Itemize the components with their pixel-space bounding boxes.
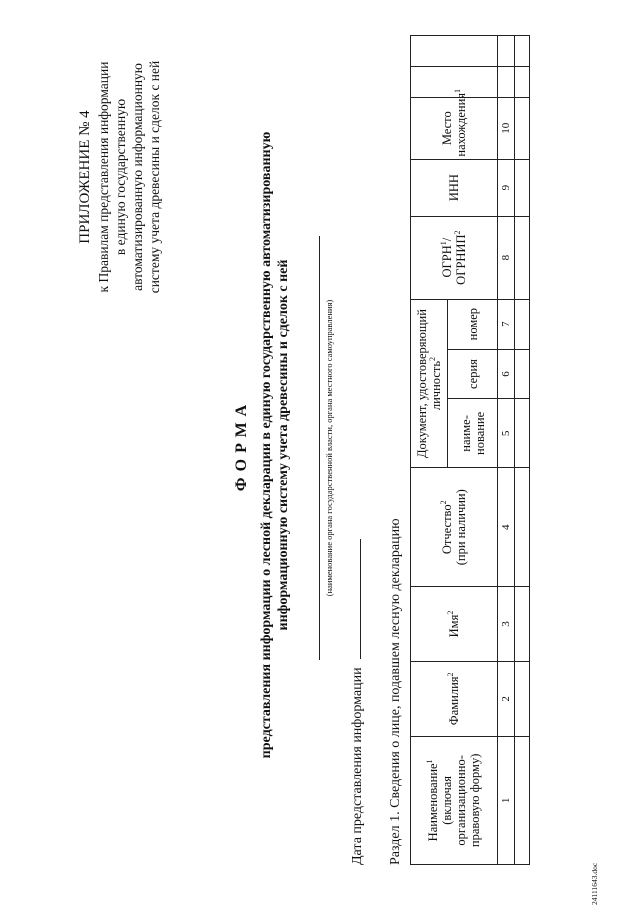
header-location: Место нахождения$^1$ <box>411 97 498 159</box>
appendix-line-4: систему учета древесины и сделок с ней <box>147 60 162 294</box>
appendix-block <box>75 27 163 327</box>
form-title: ФОРМА <box>233 398 250 492</box>
data-cell <box>515 97 530 159</box>
declarant-table <box>410 35 530 865</box>
data-cell <box>515 587 530 662</box>
form-heading <box>258 85 292 805</box>
document-code: 24111643.doc <box>590 862 599 905</box>
header-inn: ИНН <box>411 159 498 216</box>
org-name-line <box>319 236 320 660</box>
col-number: 6 <box>498 349 515 399</box>
col-number: 1 <box>498 736 515 864</box>
date-row <box>348 539 366 865</box>
header-doc-number: номер <box>448 299 498 349</box>
header-name: Наименование$^1$ (включая организационно- правовую форму) <box>411 736 498 864</box>
data-cell <box>515 399 530 468</box>
table-data-row <box>515 36 530 865</box>
appendix-line-3: автоматизированную информационную <box>130 63 145 291</box>
col-number: 4 <box>498 468 515 587</box>
data-cell <box>515 349 530 399</box>
header-ogrn: ОГРН$^1$/ ОГРНИП$^2$ <box>411 216 498 299</box>
heading-line-1: представления информации о лесной декларации в единую государственную автоматизированную <box>259 131 274 759</box>
date-blank-line <box>348 539 361 659</box>
col-number: 9 <box>498 159 515 216</box>
col-number: 3 <box>498 587 515 662</box>
col-number-empty <box>498 36 515 67</box>
col-number: 5 <box>498 399 515 468</box>
appendix-line-1: к Правилам представления информации <box>96 61 111 293</box>
data-cell <box>515 661 530 736</box>
data-cell <box>515 468 530 587</box>
data-cell <box>515 216 530 299</box>
header-firstname: Имя$^2$ <box>411 587 498 662</box>
data-cell <box>515 66 530 97</box>
header-doc-series: серия <box>448 349 498 399</box>
header-extra-2 <box>411 36 498 67</box>
section-title: Раздел 1. Сведения о лице, подавшем лесную декларацию <box>388 518 403 865</box>
heading-line-2: информационную систему учета древесины и сделок с ней <box>276 259 291 631</box>
table-number-row <box>498 36 515 865</box>
date-label: Дата представления информации <box>350 667 365 865</box>
org-name-caption: (наименование органа государственной власти, органа местного самоуправления) <box>324 299 334 597</box>
col-number: 2 <box>498 661 515 736</box>
col-number: 10 <box>498 97 515 159</box>
appendix-line-2: в единую государственную <box>113 98 128 256</box>
col-number-empty <box>498 66 515 97</box>
header-patronymic: Отчество$^2$ (при наличии) <box>411 468 498 587</box>
header-surname: Фамилия$^2$ <box>411 661 498 736</box>
header-doc-name: наиме- нование <box>448 399 498 468</box>
data-cell <box>515 736 530 864</box>
col-number: 8 <box>498 216 515 299</box>
col-number: 7 <box>498 299 515 349</box>
data-cell <box>515 159 530 216</box>
data-cell <box>515 299 530 349</box>
appendix-title: ПРИЛОЖЕНИЕ № 4 <box>77 110 93 244</box>
header-id-document: Документ, удостоверяющий личность$^2$ <box>411 299 448 468</box>
table-header-row-1 <box>411 36 448 865</box>
data-cell <box>515 36 530 67</box>
